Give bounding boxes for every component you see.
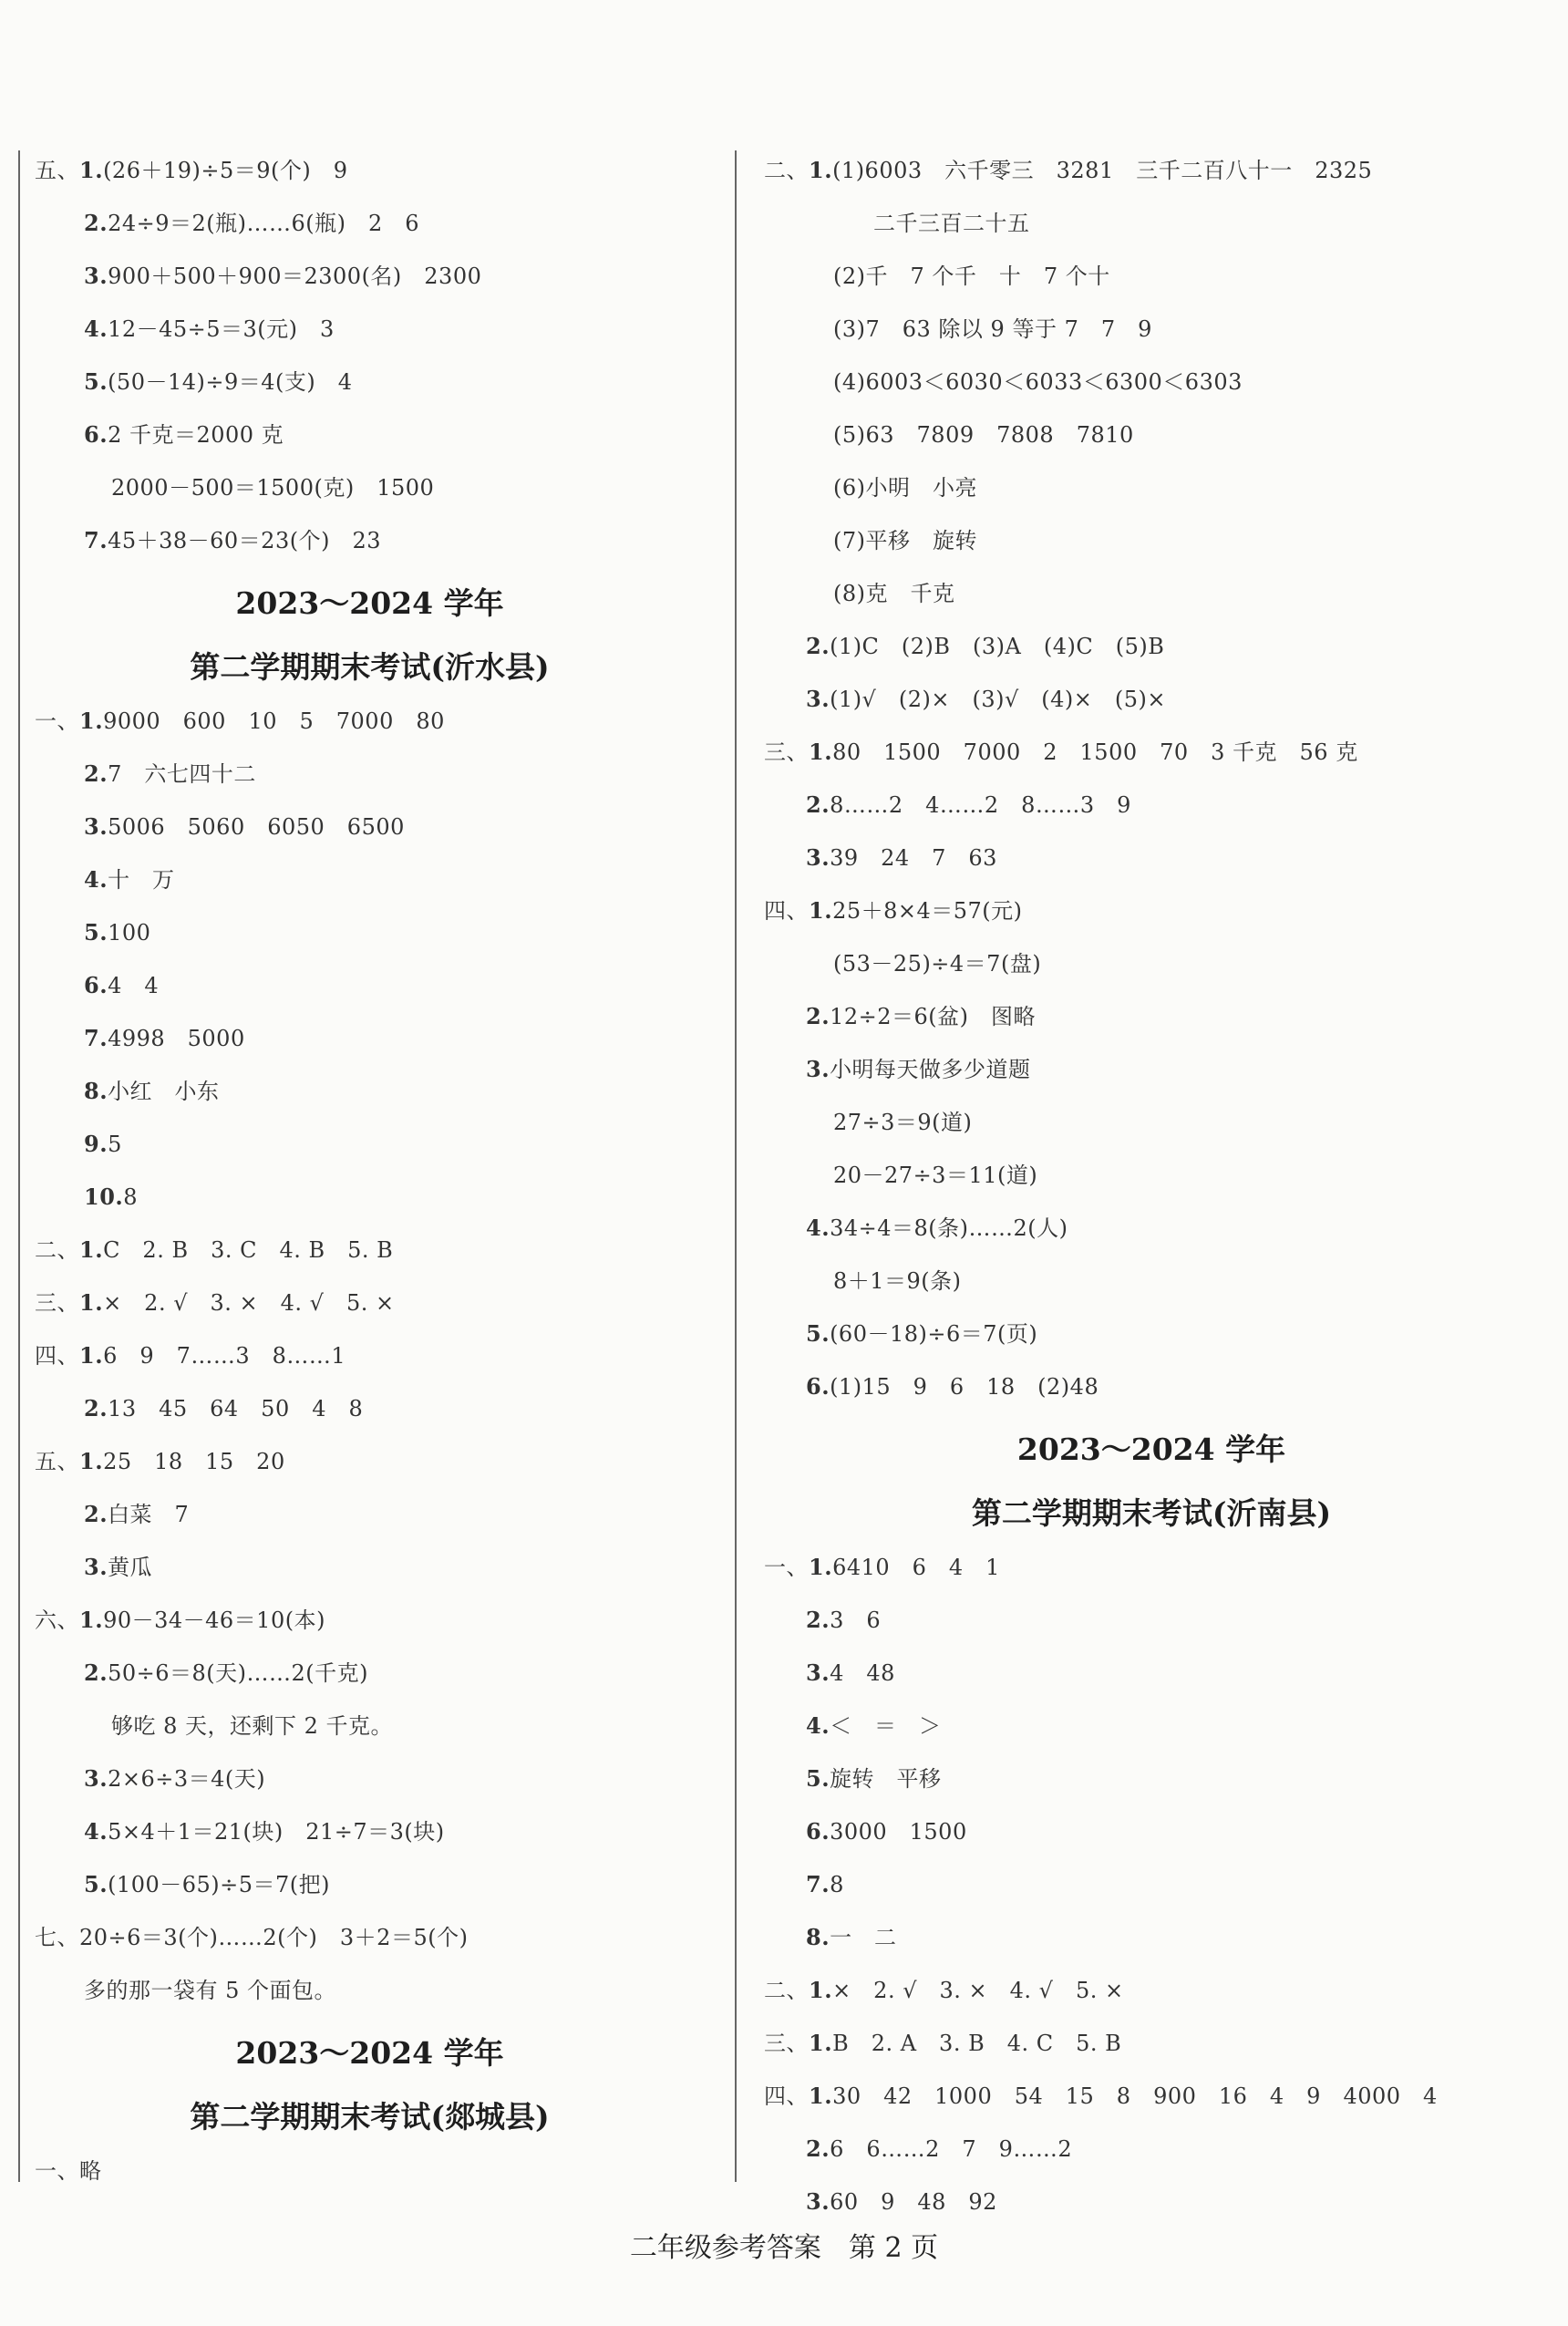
answer-text: 60 9 48 92 [830,2189,997,2215]
answer-text: 13 45 64 50 4 8 [108,1396,364,1421]
answer-text: (8)克 千克 [833,581,955,606]
answer-line [84,812,405,843]
answer-line [806,1658,895,1689]
question-number: 3. [84,1765,108,1792]
answer-line [806,1054,1031,1085]
answer-line [84,314,335,345]
question-number: 1. [809,897,833,924]
answer-line [833,1107,972,1138]
column-rule-right [735,150,737,2182]
answer-text: (100－65)÷5＝7(把) [108,1872,331,1897]
question-number: 2. [806,791,830,818]
question-number: 2. [806,633,830,659]
answer-text: 8……2 4……2 8……3 9 [830,792,1131,818]
question-number: 5. [84,1871,108,1897]
answer-text: 20÷6＝3(个)……2(个) 3＋2＝5(个) [79,1925,469,1950]
exam-heading: 2023～2024 学年 [235,2035,504,2071]
question-number: 2. [806,1607,830,1633]
answer-text: 12－45÷5＝3(元) 3 [108,316,335,342]
answer-text: 2000－500＝1500(克) 1500 [111,475,435,501]
answer-line [806,1869,844,1900]
section-label: 三、 [764,2031,809,2056]
answer-line [35,1235,393,1266]
question-number: 2. [806,1003,830,1029]
question-number: 1. [809,1554,833,1580]
question-number: 2. [84,210,108,236]
question-number: 3. [84,813,108,840]
answer-line [35,1605,325,1636]
answer-text: 3000 1500 [830,1819,967,1845]
answer-line [833,261,1110,292]
exam-heading: 第二学期期末考试(沂南县) [971,1495,1332,1531]
answer-line [764,2081,1438,2112]
question-number: 2. [806,2135,830,2162]
answer-text: 80 1500 7000 2 1500 70 3 千克 56 克 [832,739,1358,765]
question-number: 3. [806,686,830,712]
section-label: 三、 [35,1290,79,1316]
answer-line [35,1922,468,1953]
section-label: 二、 [35,1237,79,1263]
answer-line [764,1552,1000,1583]
question-number: 1. [79,1289,104,1316]
answer-text: 6410 6 4 1 [832,1555,1000,1580]
section-label: 三、 [764,739,809,765]
section-label: 四、 [764,898,809,924]
answer-text: (1)C (2)B (3)A (4)C (5)B [830,634,1165,659]
answer-line [84,1129,122,1160]
answer-line [764,737,1358,768]
question-number: 1. [79,1448,104,1474]
answer-line [764,1975,1124,2006]
exam-heading: 2023～2024 学年 [235,585,504,621]
answer-line [84,367,353,398]
answer-line [873,208,1030,239]
question-number: 6. [84,972,108,998]
question-number: 2. [84,1501,108,1527]
answer-line [806,2134,1072,2165]
answer-text: 12÷2＝6(盆) 图略 [830,1004,1036,1029]
question-number: 1. [809,157,833,183]
answer-text: 一 二 [830,1925,897,1950]
answer-line [806,790,1131,821]
question-number: 1. [79,157,104,183]
answer-text: 5×4＋1＝21(块) 21÷7＝3(块) [108,1819,445,1845]
exam-heading: 第二学期期末考试(郯城县) [190,2099,550,2135]
answer-text: 50÷6＝8(天)……2(千克) [108,1660,368,1686]
answer-line [833,1160,1037,1191]
answer-text: 3 6 [830,1608,882,1633]
answer-line [35,1446,285,1477]
question-number: 4. [84,1818,108,1845]
question-number: 1. [79,1236,104,1263]
question-number: 3. [84,1554,108,1580]
answer-line [111,1711,393,1742]
question-number: 6. [806,1818,830,1845]
question-number: 2. [84,1659,108,1686]
question-number: 8. [84,1078,108,1104]
answer-text: 39 24 7 63 [830,845,997,871]
answer-line [806,1816,967,1847]
answer-text: 45＋38－60＝23(个) 23 [108,528,381,553]
answer-line [833,472,977,503]
answer-line [84,1816,445,1847]
answer-text: 25 18 15 20 [103,1449,285,1474]
question-number: 9. [84,1131,108,1157]
answer-line [806,2186,997,2217]
question-number: 7. [84,527,108,553]
answer-line [806,1763,942,1794]
answer-text: 4 48 [830,1660,895,1686]
answer-text: 小红 小东 [108,1079,220,1104]
question-number: 8. [806,1924,830,1950]
answer-line [806,1605,881,1636]
section-label: 五、 [35,158,79,183]
question-number: 5. [806,1765,830,1792]
section-label: 一、 [35,2158,79,2184]
question-number: 3. [806,2188,830,2215]
question-number: 5. [806,1320,830,1347]
answer-line [806,1213,1068,1244]
answer-line [84,208,419,239]
answer-line [84,759,256,790]
exam-heading: 第二学期期末考试(沂水县) [190,649,550,685]
question-number: 4. [84,315,108,342]
answer-line [833,419,1134,450]
column-rule-left [18,150,20,2182]
question-number: 1. [79,1607,104,1633]
answer-text: 旋转 平移 [830,1766,942,1792]
answer-text: 24÷9＝2(瓶)……6(瓶) 2 6 [108,211,420,236]
answer-line [833,578,955,609]
answer-line [833,525,977,556]
answer-line [84,1975,336,2006]
answer-line [84,1499,189,1530]
question-number: 1. [809,1977,833,2003]
answer-text: 白菜 7 [108,1502,190,1527]
answer-text: 8 [123,1184,139,1210]
question-number: 1. [809,739,833,765]
answer-text: (1)6003 六千零三 3281 三千二百八十一 2325 [832,158,1373,183]
answer-line [764,2028,1121,2059]
question-number: 3. [806,1056,830,1082]
question-number: 5. [84,919,108,946]
exam-heading: 2023～2024 学年 [1016,1432,1286,1467]
answer-line [35,2155,102,2186]
answer-line [84,1076,220,1107]
answer-text: (4)6003＜6030＜6033＜6300＜6303 [833,369,1243,395]
answer-text: 多的那一袋有 5 个面包。 [84,1978,337,2003]
answer-text: 100 [108,920,151,946]
question-number: 3. [806,844,830,871]
answer-line [833,367,1243,398]
answer-text: × 2. √ 3. × 4. √ 5. × [103,1290,395,1316]
question-number: 5. [84,368,108,395]
answer-text: 9000 600 10 5 7000 80 [103,708,445,734]
answer-text: 4 4 [108,973,160,998]
section-label: 四、 [35,1343,79,1369]
answer-text: 6 6……2 7 9……2 [830,2136,1073,2162]
answer-text: (3)7 63 除以 9 等于 7 7 9 [833,316,1152,342]
answer-text: × 2. √ 3. × 4. √ 5. × [832,1978,1124,2003]
answer-line [84,864,175,895]
answer-text: 二千三百二十五 [873,211,1030,236]
answer-line [84,1393,363,1424]
answer-line [84,1869,330,1900]
answer-text: 5 [108,1132,122,1157]
question-number: 6. [84,421,108,448]
answer-line [84,419,284,450]
answer-text: 小明每天做多少道题 [830,1057,1031,1082]
answer-line [806,1711,942,1742]
answer-line [833,1266,962,1297]
answer-line [806,1001,1036,1032]
section-label: 七、 [35,1925,79,1950]
answer-text: B 2. A 3. B 4. C 5. B [832,2031,1122,2056]
answer-line [84,917,150,948]
answer-text: 900＋500＋900＝2300(名) 2300 [108,264,482,289]
answer-text: 30 42 1000 54 15 8 900 16 4 9 4000 4 [832,2083,1438,2109]
page-footer: 二年级参考答案 第 2 页 [629,2232,939,2264]
answer-line [84,525,381,556]
answer-line [806,1318,1037,1349]
question-number: 2. [84,760,108,787]
answer-text: 7 六七四十二 [108,761,256,787]
question-number: 1. [79,1342,104,1369]
section-label: 一、 [764,1555,809,1580]
answer-text: (5)63 7809 7808 7810 [833,422,1134,448]
answer-text: 2 千克＝2000 克 [108,422,284,448]
answer-text: (1)15 9 6 18 (2)48 [830,1374,1099,1400]
answer-line [764,895,1023,926]
answer-text: 25＋8×4＝57(元) [832,898,1023,924]
section-label: 四、 [764,2083,809,2109]
question-number: 3. [84,263,108,289]
answer-text: 20－27÷3＝11(道) [833,1163,1038,1188]
answer-text: 4998 5000 [108,1026,245,1051]
answer-line [806,843,997,874]
answer-line [35,1340,346,1371]
answer-text: C 2. B 3. C 4. B 5. B [103,1237,394,1263]
answer-line [806,1922,897,1953]
question-number: 7. [806,1871,830,1897]
answer-text: (50－14)÷9＝4(支) 4 [108,369,353,395]
answer-line [806,684,1166,715]
section-label: 六、 [35,1608,79,1633]
answer-text: ＜ ＝ ＞ [830,1713,942,1739]
answer-line [84,1552,152,1583]
answer-text: 90－34－46＝10(本) [103,1608,325,1633]
question-number: 4. [84,866,108,893]
answer-line [84,1023,245,1054]
answer-line [35,706,445,737]
answer-line [833,948,1041,979]
question-number: 4. [806,1712,830,1739]
answer-text: (53－25)÷4＝7(盘) [833,951,1042,977]
question-number: 6. [806,1373,830,1400]
answer-line [84,970,159,1001]
answer-text: (6)小明 小亮 [833,475,977,501]
answer-line [806,1371,1099,1402]
answer-text: 十 万 [108,867,175,893]
answer-line [84,1182,138,1213]
answer-text: 黄瓜 [108,1555,153,1580]
answer-line [833,314,1152,345]
answer-text: 2×6÷3＝4(天) [108,1766,266,1792]
section-label: 一、 [35,708,79,734]
question-number: 3. [806,1659,830,1686]
answer-text: 够吃 8 天，还剩下 2 千克。 [111,1713,394,1739]
answer-text: (7)平移 旋转 [833,528,977,553]
answer-text: (26＋19)÷5＝9(个) 9 [103,158,348,183]
section-label: 二、 [764,158,809,183]
answer-text: 27÷3＝9(道) [833,1110,973,1135]
answer-line [84,261,481,292]
question-number: 1. [809,2030,833,2056]
question-number: 10. [84,1184,124,1210]
answer-text: 6 9 7……3 8……1 [103,1343,346,1369]
question-number: 7. [84,1025,108,1051]
answer-line [111,472,434,503]
answer-text: 8 [830,1872,844,1897]
answer-line [806,631,1164,662]
section-label: 二、 [764,1978,809,2003]
question-number: 1. [809,2083,833,2109]
answer-text: 34÷4＝8(条)……2(人) [830,1215,1068,1241]
answer-text: 略 [79,2158,102,2184]
answer-text: 8＋1＝9(条) [833,1268,962,1294]
answer-line [84,1658,368,1689]
answer-text: (60－18)÷6＝7(页) [830,1321,1038,1347]
question-number: 4. [806,1215,830,1241]
answer-text: 5006 5060 6050 6500 [108,814,405,840]
question-number: 2. [84,1395,108,1421]
answer-text: (1)√ (2)× (3)√ (4)× (5)× [830,687,1166,712]
answer-line [35,1287,395,1318]
answer-line [764,155,1372,186]
answer-text: (2)千 7 个千 十 7 个十 [833,264,1110,289]
section-label: 五、 [35,1449,79,1474]
answer-line [84,1763,265,1794]
answer-line [35,155,348,186]
question-number: 1. [79,708,104,734]
